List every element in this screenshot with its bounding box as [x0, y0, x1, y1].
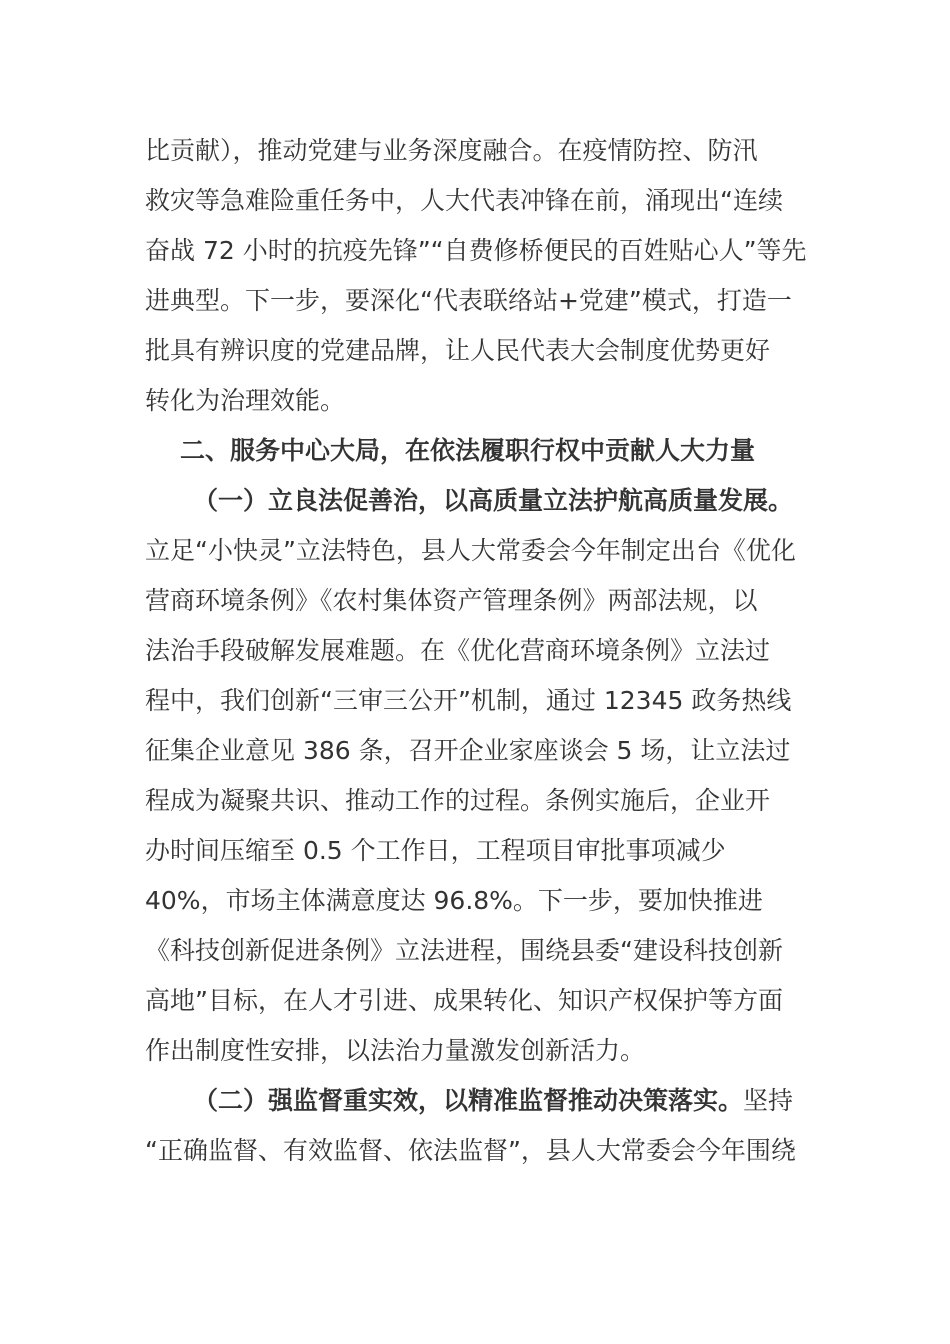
body-line: 法治手段破解发展难题。在《优化营商环境条例》立法过: [145, 636, 771, 665]
body-line: “正确监督、有效监督、依法监督”，县人大常委会今年围绕: [145, 1136, 796, 1165]
body-line: 救灾等急难险重任务中，人大代表冲锋在前，涌现出“连续: [145, 186, 783, 215]
body-line: 转化为治理效能。: [145, 386, 346, 415]
document-body: [145, 126, 805, 1176]
body-line: 批具有辨识度的党建品牌，让人民代表大会制度优势更好: [145, 336, 771, 365]
body-text: 坚持: [743, 1086, 794, 1115]
body-line: 程成为凝聚共识、推动工作的过程。条例实施后，企业开: [145, 786, 771, 815]
body-line: 办时间压缩至 0.5 个工作日，工程项目审批事项减少: [145, 836, 726, 865]
subsection-heading: （二）强监督重实效，以精准监督推动决策落实。: [193, 1086, 744, 1115]
subsection-heading-line: [145, 1076, 805, 1126]
body-line: 高地”目标，在人才引进、成果转化、知识产权保护等方面: [145, 986, 783, 1015]
body-line: 40%，市场主体满意度达 96.8%。下一步，要加快推进: [145, 886, 763, 915]
section-heading: 二、服务中心大局，在依法履职行权中贡献人大力量: [180, 436, 756, 465]
body-line: 立足“小快灵”立法特色，县人大常委会今年制定出台《优化: [145, 536, 796, 565]
body-line: 进典型。下一步，要深化“代表联络站+党建”模式，打造一: [145, 286, 792, 315]
body-line: 营商环境条例》《农村集体资产管理条例》两部法规，以: [145, 586, 758, 615]
body-line: 比贡献），推动党建与业务深度融合。在疫情防控、防汛: [145, 136, 758, 165]
body-line: 征集企业意见 386 条，召开企业家座谈会 5 场，让立法过: [145, 736, 791, 765]
subsection-heading: （一）立良法促善治，以高质量立法护航高质量发展。: [193, 486, 794, 515]
body-line: 《科技创新促进条例》立法进程，围绕县委“建设科技创新: [145, 936, 783, 965]
body-line: 奋战 72 小时的抗疫先锋”“自费修桥便民的百姓贴心人”等先: [145, 236, 807, 265]
subsection-heading-line: [145, 476, 805, 526]
body-line: 程中，我们创新“三审三公开”机制，通过 12345 政务热线: [145, 686, 792, 715]
body-line: 作出制度性安排，以法治力量激发创新活力。: [145, 1036, 646, 1065]
